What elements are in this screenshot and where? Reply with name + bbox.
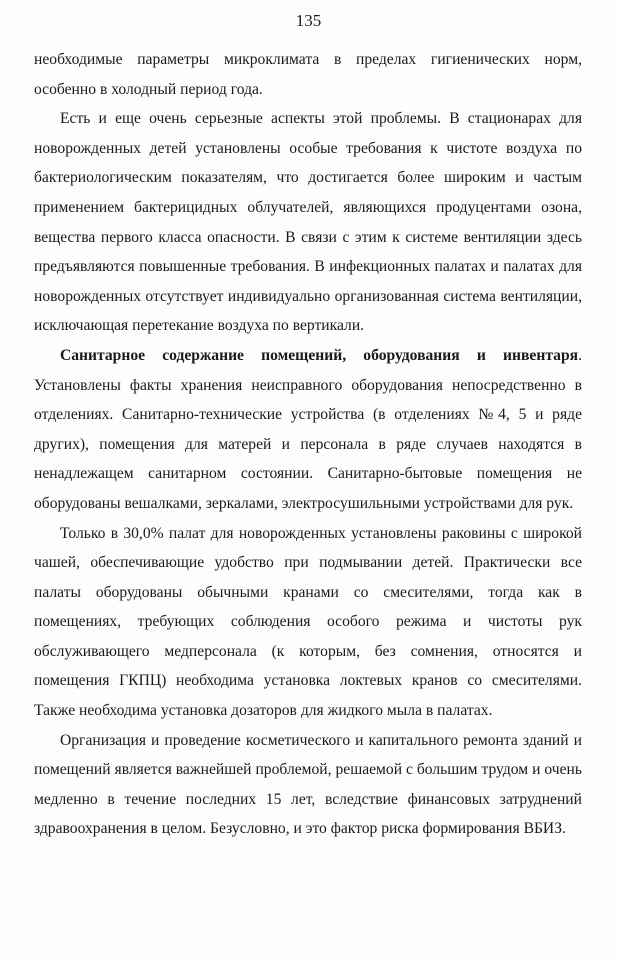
section-heading: Санитарное содержание помещений, оборудования и инвентаря: [60, 346, 579, 364]
paragraph-sinks: [34, 519, 582, 726]
paragraph-text: Организация и проведение косметического и капитального ремонта зданий и помещений является важнейшей проблемой, решаемой с большим трудом и очень медленно в течение последних 15 лет, вследствие финансовых затруднений здравоохранения в целом. Безусловно, и это фактор риска формирования ВБИЗ.: [34, 731, 582, 838]
paragraph-text: . Установлены факты хранения неисправного оборудования непосредственно в отделениях. Санитарно-технические устройства (в отделениях №4, 5 и ряде других), помещения для матерей и персонала в ряде случаев находятся в ненадлежащем санитарном состоянии. Санитарно-бытовые помещения не оборудованы вешалками, зеркалами, электросушильными устройствами для рук.: [34, 346, 582, 512]
paragraph-text: Только в 30,0% палат для новорожденных установлены раковины с широкой чашей, обеспечивающие удобство при подмывании детей. Практически все палаты оборудованы обычными кранами со смесителями, тогда как в помещениях, требующих соблюдения особого режима и чистоты рук обслуживающего медперсонала (к которым, без сомнения, относятся и помещения ГКПЦ) необходима установка локтевых кранов со смесителями. Также необходима установка дозаторов для жидкого мыла в палатах.: [34, 524, 582, 720]
paragraph-ventilation: [34, 104, 582, 341]
paragraph-microclimate-continuation: [34, 45, 582, 104]
paragraph-text: Есть и еще очень серьезные аспекты этой проблемы. В стационарах для новорожденных детей установлены особые требования к чистоте воздуха по бактериологическим показателям, что достигается более широким и частым применением бактерицидных облучателей, являющихся продуцентами озона, вещества первого класса опасности. В связи с этим к системе вентиляции здесь предъявляются повышенные требования. В инфекционных палатах и палатах для новорожденных отсутствует индивидуально организованная система вентиляции, исключающая перетекание воздуха по вертикали.: [34, 110, 582, 335]
paragraph-repairs: [34, 726, 582, 844]
paragraph-text: необходимые параметры микроклимата в пределах гигиенических норм, особенно в холодный период года.: [34, 51, 582, 98]
page-number: 135: [295, 11, 322, 30]
paragraph-sanitary-maintenance: [34, 341, 582, 519]
document-body: [34, 45, 582, 844]
